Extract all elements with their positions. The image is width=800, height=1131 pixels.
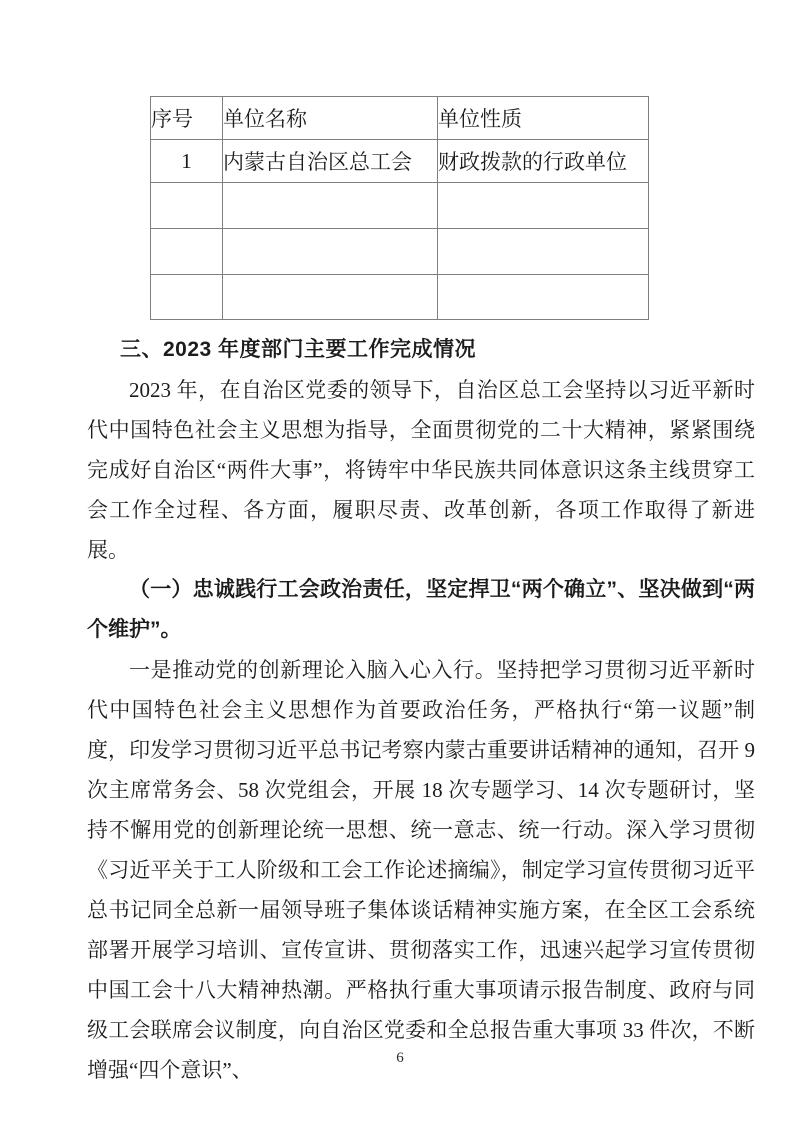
- document-body: [87, 330, 755, 1090]
- table-cell-type: [438, 183, 649, 229]
- table-row: [151, 183, 649, 229]
- table-cell-name: [223, 275, 438, 320]
- table-header-cell-name: 单位名称: [223, 97, 438, 140]
- table-cell-name: [223, 183, 438, 229]
- paragraph-overview: 2023 年，在自治区党委的领导下，自治区总工会坚持以习近平新时代中国特色社会主义思想为指导，全面贯彻党的二十大精神，紧紧围绕完成好自治区“两件大事”，将铸牢中华民族共同体意识这条主线贯穿工会工作全过程、各方面，履职尽责、改革创新，各项工作取得了新进展。: [87, 378, 755, 562]
- table-header-cell-type: 单位性质: [438, 97, 649, 140]
- table-header-row: [151, 97, 649, 140]
- table-cell-type: [438, 229, 649, 275]
- section-heading: 三、2023 年度部门主要工作完成情况: [120, 338, 477, 361]
- table-header-cell-seq: 序号: [151, 97, 223, 140]
- table-cell-type: [438, 275, 649, 320]
- table-cell-type: 财政拨款的行政单位: [438, 140, 649, 183]
- table-cell-seq: [151, 229, 223, 275]
- table-row: [151, 275, 649, 320]
- page-number: 6: [396, 1050, 404, 1066]
- table-row: [151, 229, 649, 275]
- table-cell-seq: 1: [151, 140, 223, 183]
- table-cell-seq: [151, 183, 223, 229]
- table-cell-name: 内蒙古自治区总工会: [223, 140, 438, 183]
- paragraph-theory-study: 一是推动党的创新理论入脑入心入行。坚持把学习贯彻习近平新时代中国特色社会主义思想作为首要政治任务，严格执行“第一议题”制度，印发学习贯彻习近平总书记考察内蒙古重要讲话精神的通知，召开 9 次主席常务会、58 次党组会，开展 18 次专题学习、14 次专题研讨，坚持不懈用党的创新理论统一思想、统一意志、统一行动。深入学习贯彻《习近平关于工人阶级和工会工作论述摘编》，制定学习宣传贯彻习近平总书记同全总新一届领导班子集体谈话精神实施方案，在全区工会系统部署开展学习培训、宣传宣讲、贯彻落实工作，迅速兴起学习宣传贯彻中国工会十八大精神热潮。严格执行重大事项请示报告制度、政府与同级工会联席会议制度，向自治区党委和全总报告重大事项 33 件次，不断增强“四个意识”、: [87, 658, 755, 1082]
- sub-heading-political-duty: （一）忠诚践行工会政治责任，坚定捍卫“两个确立”、坚决做到“两个维护”。: [87, 578, 755, 641]
- table-cell-name: [223, 229, 438, 275]
- unit-info-table: [150, 96, 649, 320]
- table-cell-seq: [151, 275, 223, 320]
- table-row: [151, 140, 649, 183]
